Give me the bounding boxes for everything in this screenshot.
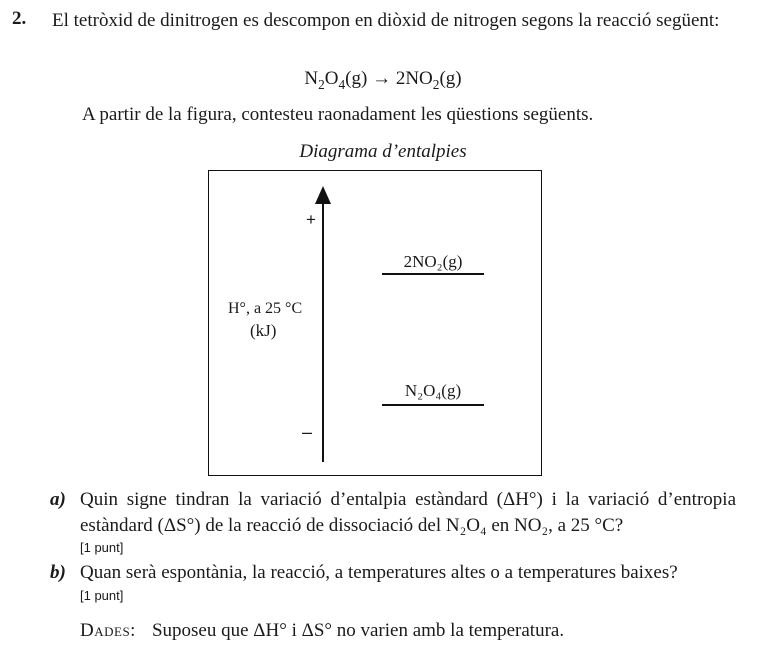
- question-part-b: [50, 560, 740, 586]
- question-number: 2.: [12, 8, 27, 29]
- reaction-lhs-sub2: 4: [338, 76, 346, 92]
- reaction-arrow: →: [372, 68, 392, 89]
- reaction-lhs-state: (g): [345, 68, 368, 89]
- reaction-equation: [0, 68, 766, 93]
- data-note: [80, 620, 564, 642]
- reaction-rhs-sub: 2: [432, 76, 440, 92]
- enthalpy-axis: [322, 200, 324, 462]
- part-a-label: a): [50, 489, 66, 510]
- reaction-lhs-sub1: 2: [318, 76, 325, 92]
- part-a-text: Quin signe tindran la variació d’entalpia estàndard (ΔH°) i la variació d’entropia estàndard (ΔS°) de la reacció de dissociació del N₂O₄ en NO₂, a 25 °C?: [80, 489, 736, 536]
- axis-plus-label: +: [306, 210, 316, 229]
- level-line-2no2: [382, 273, 484, 275]
- axis-label-enthalpy: H°, a 25 °C: [228, 300, 303, 317]
- part-b-points: [1 punt]: [80, 588, 124, 603]
- figure-title: Diagrama d’entalpies: [299, 141, 467, 162]
- part-b-text: Quan serà espontània, la reacció, a temperatures altes o a temperatures baixes?: [80, 562, 678, 583]
- instruction: A partir de la figura, contesteu raonadament les qüestions següents.: [82, 104, 594, 125]
- reaction-rhs-state: (g): [439, 68, 462, 89]
- data-note-key: Dades:: [80, 620, 136, 641]
- axis-minus-label: –: [302, 422, 313, 442]
- reaction-lhs-o: O: [324, 68, 339, 89]
- level-label-n2o4: N₂O₄(g): [404, 381, 462, 400]
- part-a-points: [1 punt]: [80, 540, 124, 555]
- level-label-2no2: 2NO₂(g): [403, 252, 463, 271]
- reaction-lhs: N: [304, 68, 319, 89]
- data-note-text: Suposeu que ΔH° i ΔS° no varien amb la temperatura.: [151, 620, 565, 641]
- axis-label-unit: (kJ): [250, 321, 277, 340]
- question-intro: El tetròxid de dinitrogen es descompon en diòxid de nitrogen segons la reacció següent:: [52, 10, 720, 31]
- part-b-label: b): [50, 562, 66, 583]
- question-part-a: [50, 487, 740, 539]
- level-line-n2o4: [382, 404, 484, 406]
- reaction-rhs: 2NO: [395, 68, 433, 89]
